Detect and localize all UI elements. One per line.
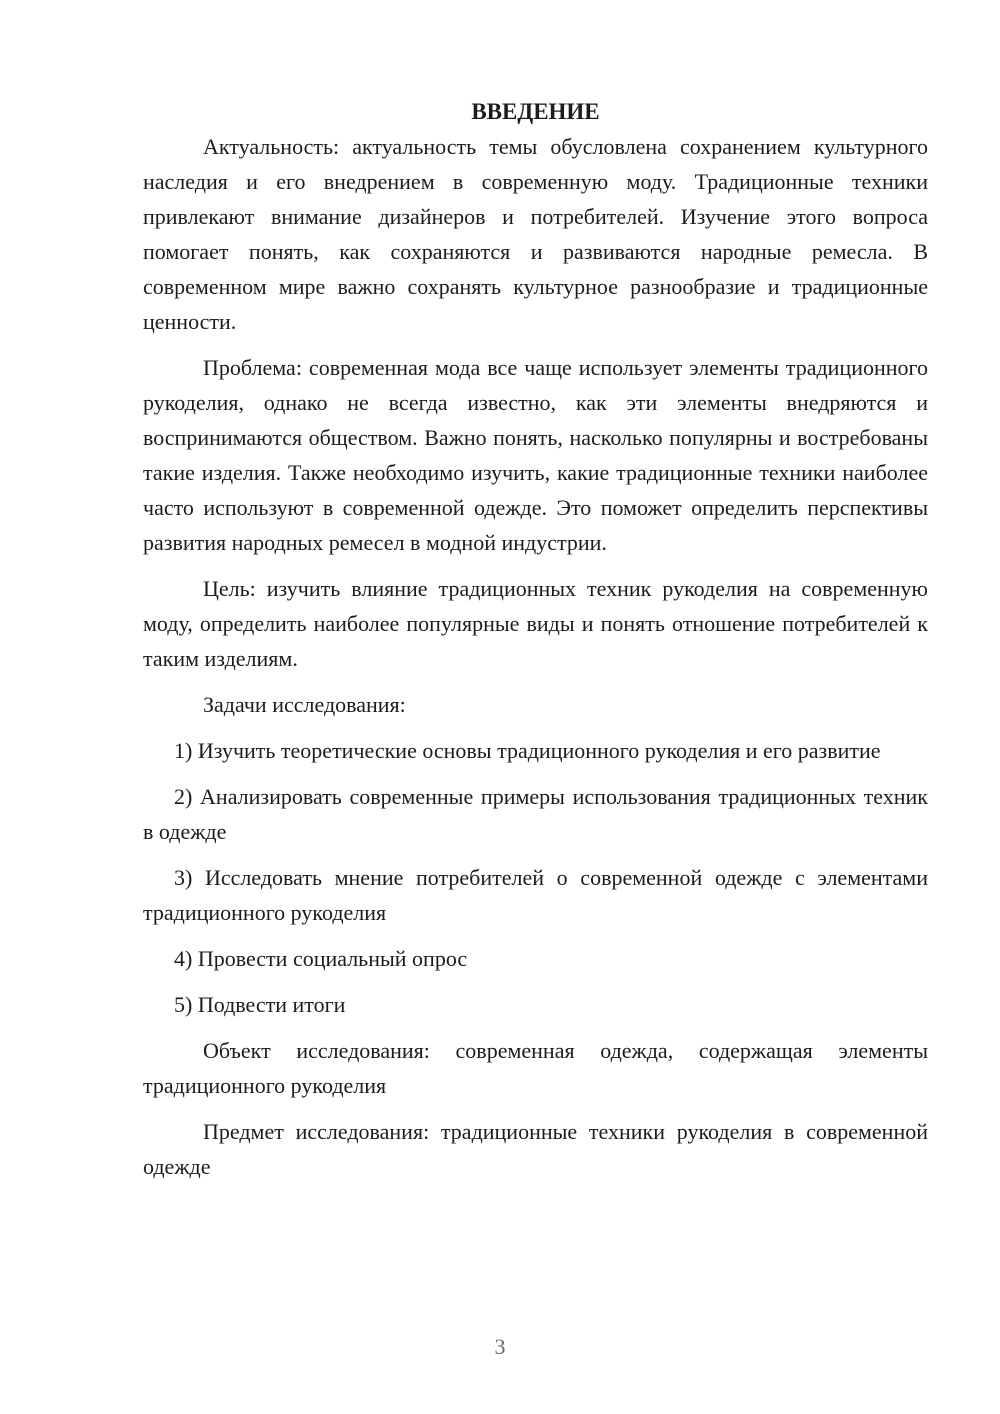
page-title: ВВЕДЕНИЕ xyxy=(471,99,600,124)
paragraph-object: Объект исследования: современная одежда, содержащая элементы традиционного рукоделия xyxy=(143,1038,928,1098)
paragraph-problem: Проблема: современная мода все чаще использует элементы традиционного рукоделия, однако не всегда известно, как эти элементы внедряются и воспринимаются обществом. Важно понять, насколько популярны и востребованы такие изделия. Также необходимо изучить, какие традиционные техники наиболее часто используют в современной одежде. Это поможет определить перспективы развития народных ремесел в модной индустрии. xyxy=(143,355,928,555)
page-body xyxy=(143,94,928,1184)
list-item: 4) Провести социальный опрос xyxy=(174,946,468,971)
list-item: 2) Анализировать современные примеры использования традиционных техник в одежде xyxy=(143,784,928,844)
paragraph-goal: Цель: изучить влияние традиционных техник рукоделия на современную моду, определить наиболее популярные виды и понять отношение потребителей к таким изделиям. xyxy=(143,576,928,671)
paragraph-relevance: Актуальность: актуальность темы обусловлена сохранением культурного наследия и его внедрением в современную моду. Традиционные техники привлекают внимание дизайнеров и потребителей. Изучение этого вопроса помогает понять, как сохраняются и развиваются народные ремесла. В современном мире важно сохранять культурное разнообразие и традиционные ценности. xyxy=(143,134,928,334)
paragraph-subject: Предмет исследования: традиционные техники рукоделия в современной одежде xyxy=(143,1119,928,1179)
list-item: 1) Изучить теоретические основы традиционного рукоделия и его развитие xyxy=(174,738,881,763)
tasks-list xyxy=(143,733,928,1022)
list-item: 5) Подвести итоги xyxy=(174,992,346,1017)
tasks-heading: Задачи исследования: xyxy=(203,692,406,717)
page-number: 3 xyxy=(494,1334,506,1359)
list-item: 3) Исследовать мнение потребителей о современной одежде с элементами традиционного рукоделия xyxy=(143,865,928,925)
